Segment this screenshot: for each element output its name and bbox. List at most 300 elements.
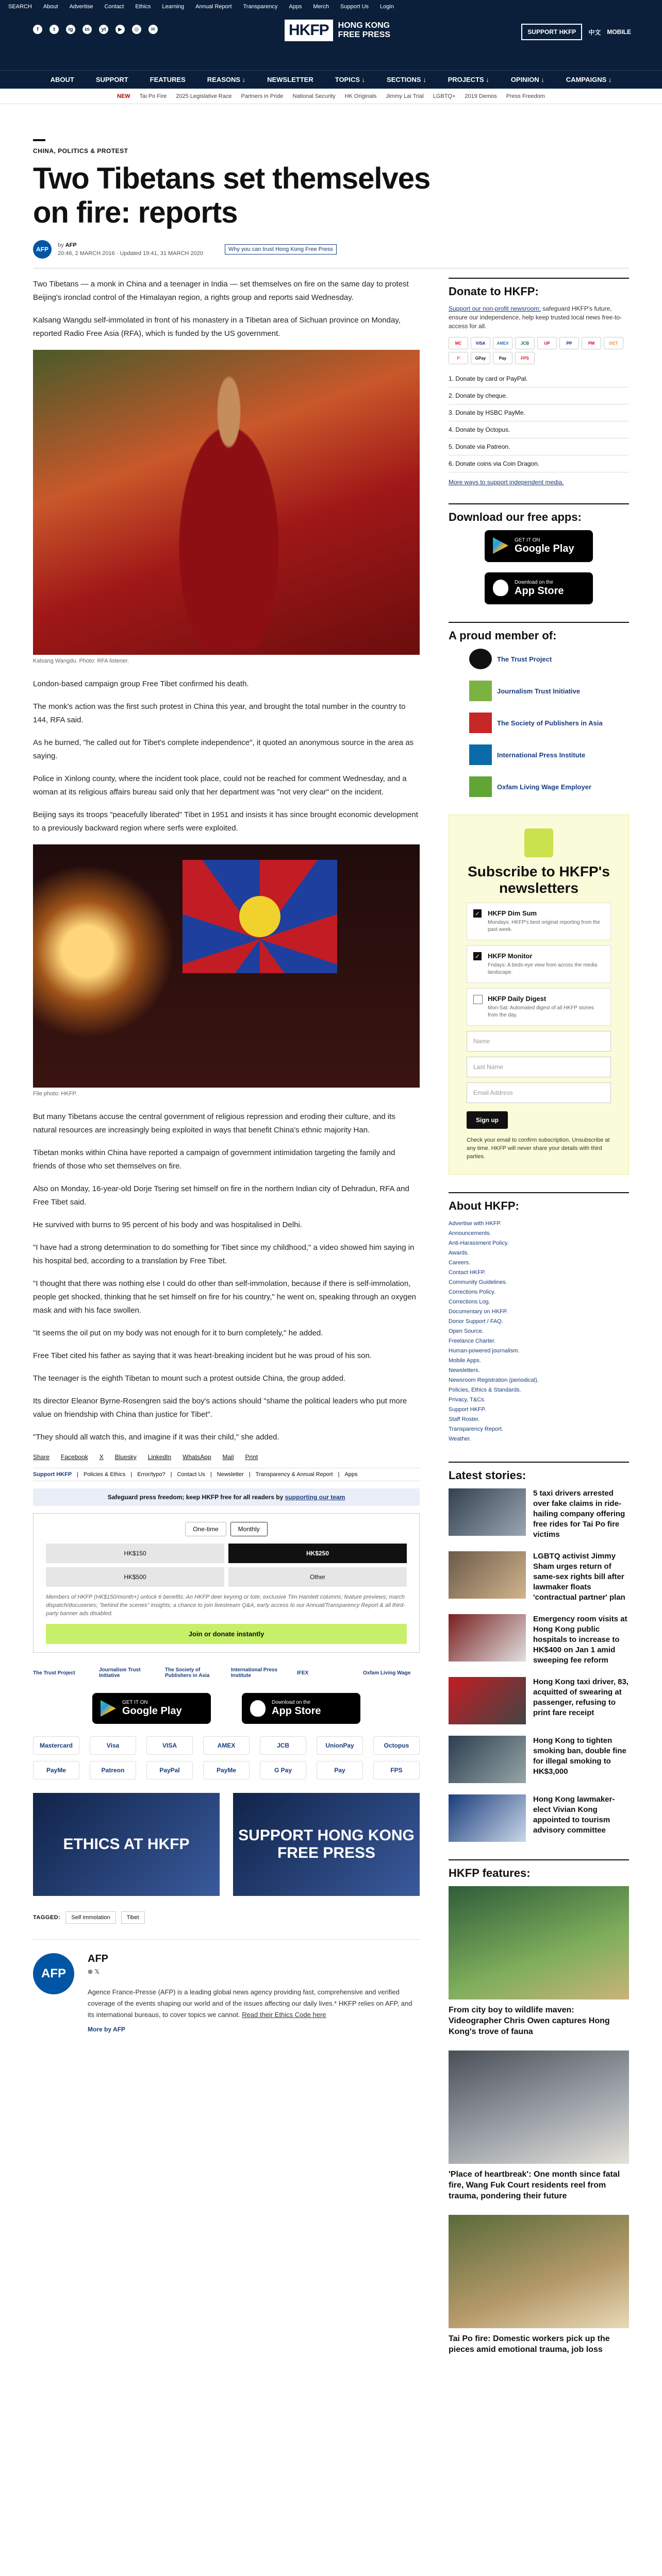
byline-prefix: by — [58, 242, 64, 248]
store-small-label: GET IT ON — [515, 537, 540, 543]
about-link[interactable]: Policies, Ethics & Standards. — [449, 1387, 521, 1393]
feature-headline[interactable]: Tai Po fire: Domestic workers pick up the pieces amid emotional trauma, job loss — [449, 2334, 610, 2354]
store-big-label: App Store — [515, 585, 564, 597]
members-block — [449, 622, 629, 797]
payment-logo: JCB — [260, 1736, 306, 1755]
trending-new-label: NEW — [117, 93, 130, 99]
byline — [33, 240, 629, 259]
paragraph: Two Tibetans — a monk in China and a teenager in India — set themselves on fire on the same day to protest Beijing's ironclad control of the Himalayan region, a rights group and reports said Wednesday. — [33, 280, 409, 302]
newsletter-option-desc: Fridays: A birds-eye view from across the media landscape. — [488, 962, 598, 975]
member-logo[interactable] — [469, 713, 629, 733]
threads-icon[interactable]: ◎ — [132, 25, 141, 34]
link-support[interactable]: Support HKFP — [33, 1471, 72, 1478]
payment-logo: Octopus — [373, 1736, 420, 1755]
author-ethics-link[interactable]: Read their Ethics Code here — [242, 2011, 326, 2019]
about-link[interactable]: Open Source. — [449, 1328, 484, 1334]
donate-block — [449, 278, 629, 486]
paragraph: "I have had a strong determination to do something for Tibet since my childhood," a video showed him saying in his hospital bed, according to a translation by Free Tibet. — [33, 1243, 415, 1265]
nav-sections[interactable]: SECTIONS ↓ — [387, 76, 426, 83]
share-whatsapp[interactable]: WhatsApp — [183, 1453, 211, 1461]
topbar-link-transparency[interactable]: Transparency — [243, 4, 278, 10]
newsletter-option-checkbox[interactable] — [467, 945, 611, 983]
x-icon[interactable]: 𝕏 — [94, 1968, 100, 1975]
name-field[interactable]: Name — [467, 1031, 611, 1052]
paragraph: Also on Monday, 16-year-old Dorje Tsering set himself on fire in the northern Indian city of Dehradun, RFA and Free Tibet said. — [33, 1184, 409, 1207]
paragraph: London-based campaign group Free Tibet confirmed his death. — [33, 680, 249, 688]
newsletter-signup — [449, 815, 629, 1175]
donate-payment-icons — [449, 337, 629, 364]
nav-support[interactable]: SUPPORT — [95, 76, 128, 83]
signup-button[interactable]: Sign up — [467, 1111, 508, 1129]
linkedin-icon[interactable]: in — [82, 25, 92, 34]
app-store-button[interactable] — [485, 572, 593, 604]
members-title: A proud member of: — [449, 629, 557, 642]
paragraph: As he burned, "he called out for Tibet's complete independence", it quoted an anonymous source in the area as saying. — [33, 738, 414, 760]
nav-features[interactable]: FEATURES — [150, 76, 186, 83]
partner-logo[interactable]: Journalism Trust Initiative — [99, 1667, 141, 1679]
article-body — [33, 278, 420, 2372]
trending-item[interactable]: 2019 Demos — [465, 93, 497, 99]
trending-item[interactable]: 2025 Legislative Race — [176, 93, 232, 99]
amount-option-selected[interactable]: HK$250 — [228, 1544, 407, 1563]
topbar-link-support[interactable]: Support Us — [340, 4, 369, 10]
header-actions — [521, 24, 631, 40]
about-links — [449, 1219, 629, 1444]
nav-newsletter[interactable]: NEWSLETTER — [267, 76, 313, 83]
about-link[interactable]: Donor Support / FAQ. — [449, 1318, 503, 1325]
latest-title: Latest stories: — [449, 1469, 526, 1482]
author-name[interactable]: AFP — [88, 1953, 108, 1964]
about-link[interactable]: Weather. — [449, 1436, 471, 1442]
freq-monthly[interactable]: Monthly — [230, 1522, 268, 1536]
trending-item[interactable]: Tai Po Fire — [139, 93, 167, 99]
about-link[interactable]: Contact HKFP. — [449, 1269, 486, 1276]
donate-widget — [33, 1513, 420, 1653]
support-hkfp-button[interactable]: SUPPORT HKFP — [521, 24, 582, 40]
donate-method[interactable]: 2. Donate by cheque. — [449, 387, 629, 404]
email-icon[interactable]: ✉ — [148, 25, 158, 34]
topbar-link-apps[interactable]: Apps — [289, 4, 302, 10]
newsletter-note: Check your email to confirm subscription. Unsubscribe at any time. HKFP will never share your details with third parties. — [467, 1137, 610, 1160]
app-store-buttons — [33, 1693, 420, 1724]
gpay-icon: GPay — [471, 352, 490, 364]
trending-item[interactable]: HK Originals — [344, 93, 377, 99]
apps-title: Download our free apps: — [449, 511, 582, 523]
partner-logo[interactable]: The Society of Publishers in Asia — [165, 1667, 210, 1679]
story-item[interactable] — [449, 1794, 629, 1842]
topbar-link-contact[interactable]: Contact — [104, 4, 124, 10]
flag-sun — [239, 896, 280, 937]
about-link[interactable]: Advertise with HKFP. — [449, 1221, 502, 1227]
about-link[interactable]: Corrections Policy. — [449, 1289, 495, 1295]
amount-option[interactable]: HK$500 — [46, 1567, 224, 1587]
safeguard-link[interactable]: supporting our team — [285, 1494, 345, 1501]
photo-tibet-flag — [33, 844, 420, 1088]
about-link[interactable]: Anti-Harassment Policy. — [449, 1240, 509, 1246]
unionpay-icon: UP — [537, 337, 557, 349]
donate-method[interactable]: 1. Donate by card or PayPal. — [449, 370, 629, 387]
feature-image — [449, 2050, 629, 2164]
logo-line-2: FREE PRESS — [338, 30, 391, 39]
mastercard-icon: MC — [449, 337, 468, 349]
applepay-icon: Pay — [493, 352, 512, 364]
amount-option-other[interactable]: Other — [228, 1567, 407, 1587]
about-link[interactable]: Careers. — [449, 1260, 471, 1266]
trust-badge[interactable]: Why you can trust Hong Kong Free Press — [225, 244, 337, 255]
paragraph: Kalsang Wangdu self-immolated in front of his monastery in a Tibetan area of Sichuan province on Monday, reported Radio Free Asia (RFA), which is funded by the US government. — [33, 316, 401, 338]
newsletter-option-checkbox[interactable] — [467, 988, 611, 1026]
author-avatar[interactable]: AFP — [33, 240, 52, 259]
payment-logo: Pay — [317, 1761, 363, 1780]
newsletter-option-desc: Mon-Sat: Automated digest of all HKFP stories from the day. — [488, 1005, 594, 1018]
fps-icon: FPS — [515, 352, 535, 364]
paragraph: The monk's action was the first such protest in China this year, and brought the total number in the country to 144, RFA said. — [33, 702, 406, 724]
store-small-label: GET IT ON — [122, 1700, 148, 1705]
latest-stories — [449, 1462, 629, 1842]
website-icon[interactable]: ⊕ — [88, 1968, 93, 1975]
ethics-banner[interactable]: ETHICS AT HKFP — [33, 1793, 220, 1896]
safeguard-banner — [33, 1488, 420, 1506]
trending-bar — [0, 89, 662, 104]
nav-about[interactable]: ABOUT — [50, 76, 74, 83]
promo-banners — [33, 1793, 420, 1896]
topbar-link-about[interactable]: About — [43, 4, 58, 10]
author-bio — [88, 1987, 420, 2021]
paragraph: But many Tibetans accuse the central government of religious repression and eroding their culture, and its natural resources are increasingly being exploited in ways that benefit China's ethnic majority Han. — [33, 1112, 395, 1134]
link-newsletter[interactable]: Newsletter — [217, 1471, 244, 1478]
newsletter-option-desc: Mondays: HKFP's best original reporting from the past week. — [488, 920, 601, 933]
story-item[interactable] — [449, 1614, 629, 1666]
store-big-label: Google Play — [515, 543, 574, 554]
about-block — [449, 1192, 629, 1444]
nav-opinion[interactable]: OPINION ↓ — [510, 76, 544, 83]
sopa-icon — [469, 713, 492, 733]
trending-item[interactable]: Jimmy Lai Trial — [386, 93, 424, 99]
story-headline[interactable]: LGBTQ activist Jimmy Sham urges return of same-sex rights bill after lawmaker floats 'contractual partner' plan — [533, 1552, 625, 1602]
about-link[interactable]: Corrections Log. — [449, 1299, 490, 1305]
payment-logo: VISA — [146, 1736, 193, 1755]
article-title: Two Tibetans set themselves on fire: reports — [33, 162, 431, 229]
payment-logo: PayMe — [203, 1761, 250, 1780]
apps-block — [449, 503, 629, 604]
tags-label: TAGGED: — [33, 1914, 61, 1921]
story-item[interactable] — [449, 1677, 629, 1724]
share-facebook[interactable]: Facebook — [61, 1453, 88, 1461]
feature-image — [449, 1886, 629, 1999]
two-column-layout — [33, 278, 629, 2372]
newsletter-option-name: HKFP Daily Digest — [488, 995, 547, 1003]
share-print[interactable]: Print — [245, 1453, 258, 1461]
payme-icon: PM — [582, 337, 601, 349]
story-thumbnail — [449, 1551, 526, 1599]
store-big-label: Google Play — [122, 1705, 182, 1717]
about-link[interactable]: Awards. — [449, 1250, 469, 1256]
feature-item[interactable] — [449, 2050, 629, 2201]
main-nav — [0, 70, 662, 89]
share-linkedin[interactable]: LinkedIn — [147, 1453, 172, 1461]
store-big-label: App Store — [272, 1705, 321, 1717]
about-link[interactable]: Privacy, T&Cs. — [449, 1397, 486, 1403]
topbar-link-advertise[interactable]: Advertise — [69, 4, 93, 10]
topbar-link-ethics[interactable]: Ethics — [135, 4, 151, 10]
google-play-button[interactable] — [92, 1693, 211, 1724]
tag-pill[interactable]: Self immolation — [65, 1911, 115, 1924]
newsletter-option-name: ✓ HKFP Monitor — [488, 952, 533, 960]
amex-icon: AMEX — [493, 337, 512, 349]
amount-option[interactable]: HK$150 — [46, 1544, 224, 1563]
donate-lead-text: safeguard HKFP's future, ensure our independence, help keep trusted local news free-to-access for all. — [449, 305, 622, 330]
freq-one-time[interactable]: One-time — [185, 1522, 226, 1536]
paragraph: Free Tibet cited his father as saying that it was heart-breaking incident but he was proud of his son. — [33, 1351, 372, 1360]
apple-icon — [250, 1700, 266, 1717]
category-bar — [33, 139, 45, 141]
member-logo[interactable] — [469, 776, 629, 797]
trending-item[interactable]: National Security — [292, 93, 336, 99]
paragraph: The teenager is the eighth Tibetan to mount such a protest outside China, the group added. — [33, 1374, 346, 1383]
telegram-icon[interactable]: ▶ — [115, 25, 125, 34]
about-link[interactable]: Support HKFP. — [449, 1406, 486, 1413]
topbar-link-learning[interactable]: Learning — [162, 4, 185, 10]
nav-reasons[interactable]: REASONS ↓ — [207, 76, 246, 83]
google-play-icon — [101, 1700, 116, 1717]
visa-icon: VISA — [471, 337, 490, 349]
tags-row — [33, 1911, 420, 1924]
paragraph: He survived with burns to 95 percent of his body and was hospitalised in Delhi. — [33, 1221, 302, 1229]
donate-method[interactable]: 3. Donate by HSBC PayMe. — [449, 404, 629, 421]
donate-method[interactable]: 4. Donate by Octopus. — [449, 421, 629, 438]
paragraph: Police in Xinlong county, where the incident took place, could not be reached for comment Wednesday, and a woman at its religious affairs bureau said only that her department was "not very clear" on the incident. — [33, 774, 407, 796]
site-logo[interactable] — [285, 20, 390, 41]
more-ways-link[interactable]: More ways to support independent media. — [449, 479, 564, 486]
paragraph: Tibetan monks within China have reported a campaign of government intimidation targeting the family and friends of those who set themselves on fire. — [33, 1148, 395, 1171]
member-name: The Trust Project — [497, 655, 552, 663]
author-bio-text: Agence France-Presse (AFP) is a leading global news agency providing fast, comprehensive and verified coverage of the events shaping our world and of the issues affecting our daily lives.* HKFP relies on AFP, and its international bureaus, to cover topics we cannot. — [88, 1988, 412, 2019]
donate-title: Donate to HKFP: — [449, 285, 539, 298]
site-header — [0, 13, 662, 70]
feature-item[interactable] — [449, 1886, 629, 2037]
ipi-icon — [469, 744, 492, 765]
amount-options — [46, 1544, 407, 1587]
member-name: International Press Institute — [497, 751, 586, 759]
topbar-link-merch[interactable]: Merch — [313, 4, 329, 10]
share-mail[interactable]: Mail — [222, 1453, 234, 1461]
more-by-author-link[interactable]: More by AFP — [88, 2026, 125, 2033]
feature-image — [449, 2215, 629, 2328]
link-policies[interactable]: Policies & Ethics — [84, 1471, 126, 1478]
photo-monk — [33, 350, 420, 655]
member-logo[interactable] — [469, 649, 629, 669]
story-thumbnail — [449, 1488, 526, 1536]
footer-links-row: Support HKFP | Policies & Ethics | Error/typo? | Contact Us | Newsletter | Transparency & Annual Report | Apps — [33, 1468, 420, 1481]
paragraph: "It seems the oil put on my body was not enough for it to burn completely," he added. — [33, 1329, 323, 1337]
mobile-link[interactable]: MOBILE — [607, 28, 631, 36]
member-name: Journalism Trust Initiative — [497, 687, 581, 695]
partner-logo[interactable]: The Trust Project — [33, 1670, 75, 1676]
about-link[interactable]: Staff Roster. — [449, 1416, 480, 1422]
article-dates: 20:46, 2 MARCH 2016 · Updated 19:41, 31 MARCH 2020 — [58, 250, 203, 257]
feature-item[interactable] — [449, 2215, 629, 2355]
frequency-toggle — [46, 1522, 407, 1536]
paragraph: Beijing says its troops "peacefully liberated" Tibet in 1951 and insists it has since brought economic development to a previously backward region where serfs were exploited. — [33, 810, 418, 833]
sidebar-app-buttons — [449, 530, 629, 604]
features-title: HKFP features: — [449, 1867, 531, 1879]
story-item[interactable] — [449, 1488, 629, 1540]
about-title: About HKFP: — [449, 1199, 519, 1212]
author-box — [33, 1939, 420, 2033]
tag-pill[interactable]: Tibet — [121, 1911, 145, 1924]
paypal-icon: PP — [559, 337, 579, 349]
social-icons — [33, 25, 158, 34]
about-link[interactable]: Community Guidelines. — [449, 1279, 507, 1285]
trending-item[interactable]: Partners in Pride — [241, 93, 284, 99]
about-link[interactable]: Human-powered journalism. — [449, 1348, 520, 1354]
newsletter-title: Subscribe to HKFP's newsletters — [468, 863, 610, 896]
logo-mark: HKFP — [285, 20, 333, 41]
patreon-icon: P — [449, 352, 468, 364]
jti-icon — [469, 681, 492, 701]
topbar-link-annual-report[interactable]: Annual Report — [195, 4, 232, 10]
last-name-field[interactable]: Last Name — [467, 1057, 611, 1077]
members-note: Members of HKFP (HK$150/month+) unlock 6 benefits: An HKFP deer keyring or tote; exclusive Tim Hamlett columns; feature previews; march dispatch/docuseries; "behind the scenes" insights; a chance to join livestream Q&A, early access to our Annual/Transparency Report & all third-party banner ads disabled. — [46, 1594, 405, 1617]
story-headline[interactable]: Hong Kong to tighten smoking ban, double fine for illegal smoking to HK$3,000 — [533, 1736, 626, 1776]
link-contact[interactable]: Contact Us — [177, 1471, 205, 1478]
partner-logo[interactable]: IFEX — [297, 1670, 309, 1676]
app-store-button[interactable] — [242, 1693, 360, 1724]
join-donate-button[interactable]: Join or donate instantly — [46, 1624, 407, 1644]
link-error[interactable]: Error/typo? — [137, 1471, 166, 1478]
about-link[interactable]: Announcements. — [449, 1230, 491, 1236]
payment-logo: Mastercard — [33, 1736, 79, 1755]
share-row — [33, 1453, 420, 1461]
donate-lead — [449, 304, 629, 331]
google-play-button[interactable] — [485, 530, 593, 562]
payment-methods — [33, 1736, 420, 1780]
newsletter-icon — [524, 828, 553, 857]
payment-logo: UnionPay — [317, 1736, 363, 1755]
payment-logo: PayPal — [146, 1761, 193, 1780]
donate-lead-link[interactable]: Support our non-profit newsroom: — [449, 305, 541, 312]
partner-logo[interactable]: Oxfam Living Wage — [363, 1670, 411, 1676]
payment-logo: Patreon — [90, 1761, 136, 1780]
features-block — [449, 1859, 629, 2355]
photo-caption: File photo: HKFP. — [33, 1091, 77, 1097]
chinese-link[interactable]: 中文 — [588, 28, 601, 36]
apple-icon — [493, 580, 508, 596]
feature-headline[interactable]: From city boy to wildlife maven: Videographer Chris Owen captures Hong Kong's trove of fauna — [449, 2006, 610, 2036]
payment-logo: FPS — [373, 1761, 420, 1780]
about-link[interactable]: Mobile Apps. — [449, 1358, 481, 1364]
payment-logo: Visa — [90, 1736, 136, 1755]
support-banner[interactable]: SUPPORT HONG KONG FREE PRESS — [233, 1793, 420, 1896]
sidebar — [449, 278, 629, 2372]
member-name: Oxfam Living Wage Employer — [497, 783, 592, 791]
oxfam-icon — [469, 776, 492, 797]
monk-figure — [152, 360, 306, 649]
google-play-icon — [493, 537, 508, 554]
top-utility-bar — [0, 0, 662, 13]
share-bluesky[interactable]: Bluesky — [114, 1453, 137, 1461]
story-headline[interactable]: Hong Kong lawmaker-elect Vivian Kong appointed to tourism advisory committee — [533, 1795, 615, 1835]
link-apps[interactable]: Apps — [344, 1471, 358, 1478]
story-item[interactable] — [449, 1551, 629, 1603]
link-transparency[interactable]: Transparency & Annual Report — [255, 1471, 333, 1478]
author-info — [88, 1953, 420, 2033]
story-headline[interactable]: Emergency room visits at Hong Kong public hospitals to increase to HK$400 on Jan 1 amid sweeping fee reform — [533, 1615, 627, 1665]
photo-caption: Kalsang Wangdu. Photo: RFA listener. — [33, 658, 129, 664]
donate-methods-list — [449, 370, 629, 472]
logo-wordmark — [338, 21, 390, 40]
story-headline[interactable]: Hong Kong taxi driver, 83, acquitted of swearing at passenger, refusing to print fare receipt — [533, 1677, 629, 1717]
partner-logos — [33, 1667, 420, 1679]
share-x[interactable]: X — [99, 1453, 104, 1461]
partner-logo[interactable]: International Press Institute — [231, 1667, 278, 1679]
nav-topics[interactable]: TOPICS ↓ — [335, 76, 366, 83]
member-logo[interactable] — [469, 744, 629, 765]
jcb-icon: JCB — [515, 337, 535, 349]
author-social-icons — [88, 1968, 420, 1975]
member-logo[interactable] — [469, 681, 629, 701]
youtube-icon[interactable]: yt — [99, 25, 108, 34]
payment-logo: PayMe — [33, 1761, 79, 1780]
safeguard-text: Safeguard press freedom; keep HKFP free for all readers by — [107, 1494, 284, 1501]
newsletter-option-name: ✓ HKFP Dim Sum — [488, 909, 537, 917]
donate-method[interactable]: 5. Donate via Patreon. — [449, 438, 629, 455]
about-link[interactable]: Transparency Report. — [449, 1426, 503, 1432]
byline-author[interactable]: AFP — [65, 242, 77, 248]
feature-headline[interactable]: 'Place of heartbreak': One month since fatal fire, Wang Fuk Court residents reel from trauma, pondering their future — [449, 2170, 620, 2200]
paragraph: "They should all watch this, and imagine if it was their child," she added. — [33, 1433, 279, 1442]
topbar-link-login[interactable]: Login — [380, 4, 394, 10]
payment-logo: G Pay — [260, 1761, 306, 1780]
nav-projects[interactable]: PROJECTS ↓ — [448, 76, 489, 83]
trending-item[interactable]: LGBTQ+ — [433, 93, 456, 99]
newsletter-option-checkbox[interactable] — [467, 903, 611, 940]
store-small-label: Download on the — [515, 580, 554, 585]
story-headline[interactable]: 5 taxi drivers arrested over fake claims in ride-hailing company offering free rides for Tai Po fire victims — [533, 1489, 625, 1539]
share-label: Share — [33, 1453, 50, 1461]
octopus-icon: OCT — [604, 337, 623, 349]
paragraph: "I thought that there was nothing else I could do other than self-immolation, because if there is self-immolation, people get shocked, thinking that he set himself on fire for his country," he went on, speaking through an oxygen mask and with his face swollen. — [33, 1279, 417, 1315]
story-item[interactable] — [449, 1736, 629, 1783]
story-thumbnail — [449, 1736, 526, 1783]
about-link[interactable]: Documentary on HKFP. — [449, 1309, 508, 1315]
facebook-icon[interactable]: f — [33, 25, 42, 34]
story-thumbnail — [449, 1677, 526, 1724]
article-category[interactable]: CHINA, POLITICS & PROTEST — [33, 147, 128, 155]
byline-meta — [58, 241, 203, 258]
instagram-icon[interactable]: ig — [66, 25, 75, 34]
paragraph: Its director Eleanor Byrne-Rosengren said the boy's actions should "shame the political leaders who put more value on friendship with China than justice for Tibet". — [33, 1397, 407, 1419]
member-logos — [449, 649, 629, 797]
about-link[interactable]: Newsletters. — [449, 1367, 480, 1374]
payment-logo: AMEX — [203, 1736, 250, 1755]
store-small-label: Download on the — [272, 1700, 311, 1705]
trending-item[interactable]: Press Freedom — [506, 93, 545, 99]
author-avatar-large[interactable]: AFP — [33, 1953, 74, 1994]
about-link[interactable]: Newsroom Registration (periodical). — [449, 1377, 539, 1383]
page-content — [33, 118, 629, 2372]
twitter-icon[interactable]: t — [49, 25, 59, 34]
about-link[interactable]: Freelance Charter. — [449, 1338, 496, 1344]
trust-project-icon — [469, 649, 492, 669]
logo-line-1: HONG KONG — [338, 21, 390, 30]
nav-campaigns[interactable]: CAMPAIGNS ↓ — [566, 76, 612, 83]
donate-method[interactable]: 6. Donate coins via Coin Dragon. — [449, 455, 629, 472]
member-name: The Society of Publishers in Asia — [497, 719, 603, 727]
email-field[interactable]: Email Address — [467, 1082, 611, 1103]
topbar-link-search[interactable]: SEARCH — [8, 4, 32, 10]
story-thumbnail — [449, 1614, 526, 1662]
